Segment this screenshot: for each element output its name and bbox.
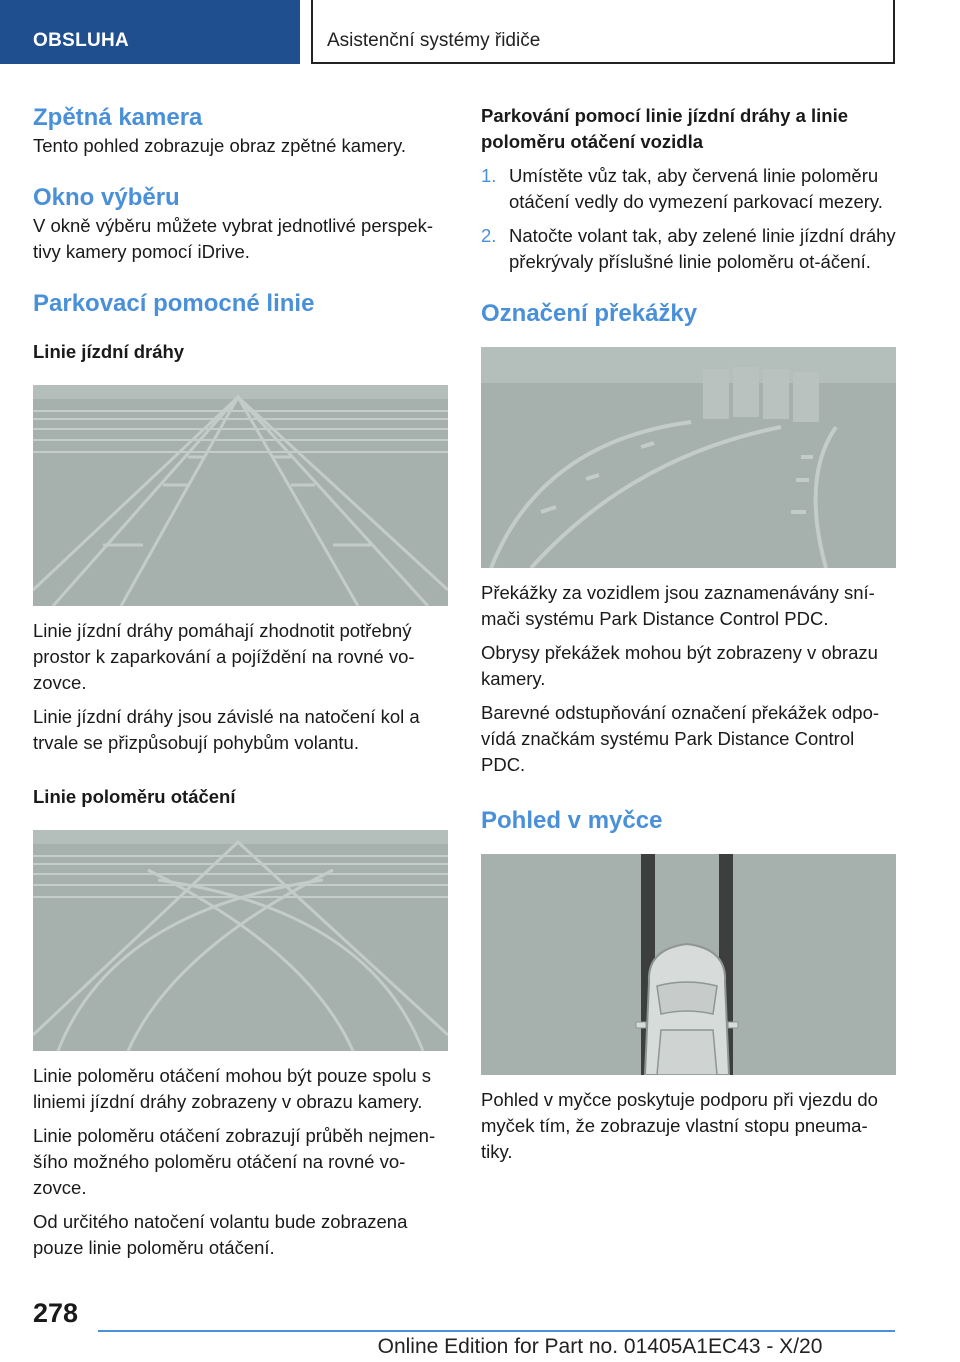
chapter-header [311, 0, 895, 64]
section-tab [0, 0, 300, 64]
section-label: OBSLUHA [33, 30, 130, 51]
heading-turn-lines: Linie poloměru otáčení [33, 786, 236, 807]
text-obstacle-2: Obrysy překážek mohou být zobrazeny v obrazu kamery. [481, 642, 878, 689]
page-number: 278 [33, 1298, 79, 1328]
footer-divider [98, 1330, 895, 1332]
turn-lines-figure [33, 830, 448, 1051]
text-rear-camera: Tento pohled zobrazuje obraz zpětné kamery. [33, 135, 406, 156]
heading-select-window: Okno výběru [33, 184, 180, 211]
text-lane-1: Linie jízdní dráhy pomáhají zhodnotit potřebný prostor k zaparkování a pojíždění na rovné vo-zovce. [33, 620, 415, 693]
edition-footer: Online Edition for Part no. 01405A1EC43 - X/20 [377, 1335, 823, 1358]
heading-parking-method: Parkování pomocí linie jízdní dráhy a linie poloměru otáčení vozidla [481, 105, 849, 152]
heading-parking-lines: Parkovací pomocné linie [33, 290, 315, 317]
obstacle-figure [481, 347, 896, 568]
text-select-window: V okně výběru můžete vybrat jednotlivé perspek-tivy kamery pomocí iDrive. [33, 215, 434, 262]
heading-carwash: Pohled v myčce [481, 807, 663, 834]
list-item: 1. Umístěte vůz tak, aby červená linie poloměru otáčení vedly do vymezení parkovací mezery. [481, 165, 883, 212]
right-column [481, 100, 896, 1165]
left-column [33, 100, 448, 1261]
text-obstacle-1: Překážky za vozidlem jsou zaznamenávány sní-mači systému Park Distance Control PDC. [481, 582, 875, 629]
heading-obstacle: Označení překážky [481, 300, 698, 327]
carwash-figure [481, 854, 896, 1075]
text-turn-2: Linie poloměru otáčení zobrazují průběh nejmen-šího možného poloměru otáčení na rovné vo-zovce. [33, 1125, 436, 1198]
list-item: 2. Natočte volant tak, aby zelené linie jízdní dráhy překrývaly příslušné linie poloměru ot-áčení. [481, 225, 896, 272]
text-turn-1: Linie poloměru otáčení mohou být pouze spolu s liniemi jízdní dráhy zobrazeny v obrazu kamery. [33, 1065, 432, 1112]
text-carwash: Pohled v myčce poskytuje podporu při vjezdu do myček tím, že zobrazuje vlastní stopu pneuma-tiky. [481, 1089, 878, 1162]
text-lane-2: Linie jízdní dráhy jsou závislé na natočení kol a trvale se přizpůsobují pohybům volantu. [33, 706, 420, 753]
steps-list [481, 163, 896, 275]
text-turn-3: Od určitého natočení volantu bude zobrazena pouze linie poloměru otáčení. [33, 1211, 408, 1258]
lane-lines-figure [33, 385, 448, 606]
text-obstacle-3: Barevné odstupňování označení překážek odpo-vídá značkám systému Park Distance Control PDC. [481, 702, 880, 775]
heading-rear-camera: Zpětná kamera [33, 104, 203, 131]
heading-lane-lines: Linie jízdní dráhy [33, 341, 185, 362]
chapter-title: Asistenční systémy řidiče [327, 30, 541, 51]
